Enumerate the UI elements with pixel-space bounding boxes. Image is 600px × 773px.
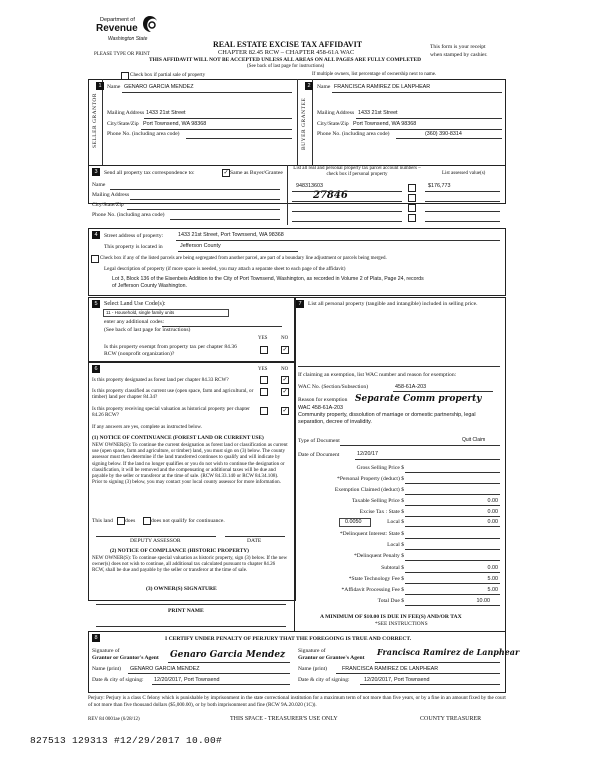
exemption-claimed-label: Exemption Claimed (deduct) $: [334, 487, 404, 493]
total-due-line: [405, 605, 500, 606]
does-not-checkbox[interactable]: [143, 517, 151, 525]
dor-logo: [96, 15, 160, 45]
section-number-4: 4: [92, 231, 100, 239]
notice-continuance-title: (1) NOTICE OF CONTINUANCE (FOREST LAND OR CURRENT USE): [92, 435, 264, 441]
buyer-city-field[interactable]: Port Townsend, WA 98368: [353, 121, 417, 127]
segregated-label: Check box if any of the listed parcels are being segregated from another parcel, are part of a boundary line adjustment or parcels being merged.: [100, 256, 387, 261]
additional-codes-label: enter any additional codes:: [104, 319, 165, 325]
section-number-1: 1: [96, 82, 104, 90]
subtotal-line: [405, 572, 500, 573]
doc-type-line: [340, 445, 500, 446]
gross-line: [405, 472, 500, 473]
personal-property-checkbox-1[interactable]: [408, 184, 416, 192]
wac-claim-label: If claiming an exemption, list WAC number and reason for exemption:: [298, 372, 457, 378]
send-correspondence-label: Send all property tax correspondence to:: [104, 170, 195, 176]
personal-property-deduct-label: *Personal Property (deduct) $: [337, 476, 404, 482]
reason-handwritten: Separate Comm property: [355, 394, 482, 404]
land-use-value: 11 - Household, single family units: [106, 310, 175, 315]
taxable-line: [405, 505, 500, 506]
seller-city-field[interactable]: Port Townsend, WA 98368: [143, 121, 207, 127]
affidavit-fee-line: [405, 594, 500, 595]
tech-fee-value[interactable]: 5.00: [487, 576, 498, 582]
doc-date-line: [355, 459, 500, 460]
grantee-date-field[interactable]: 12/20/2017, Port Townsend: [364, 677, 430, 683]
delinquent-interest-line: [405, 538, 500, 539]
county-field[interactable]: Jefferson County: [180, 243, 221, 249]
buyer-city-label: City/State/Zip: [317, 121, 349, 127]
excise-local-label: Local $: [387, 519, 404, 525]
parcel-line-2: [292, 201, 402, 202]
affidavit-fee-value[interactable]: 5.00: [487, 587, 498, 593]
land-use-select[interactable]: [103, 309, 229, 317]
total-due-label: Total Due $: [377, 598, 404, 604]
grantee-name-line: [336, 673, 500, 674]
seller-mail-field[interactable]: 1433 21st Street: [146, 110, 186, 116]
historical-question: Is this property receiving special valuation as historical property per chapter 84.26 RCW?: [92, 406, 250, 419]
wac-number-label: WAC No. (Section/Subsection): [298, 384, 369, 390]
grantor-name-line: [128, 673, 290, 674]
seller-name-field[interactable]: GENARO GARCIA MENDEZ: [124, 84, 194, 90]
grantee-date-label: Date & city of signing:: [298, 677, 350, 683]
excise-local-line: [405, 526, 500, 527]
deputy-date-line: [225, 536, 285, 537]
parcel-line-4: [292, 221, 402, 222]
buyer-name-label: Name: [317, 84, 331, 90]
notice-continuance-text: NEW OWNER(S): To continue the current designation as forest land or classification as current use (open space, farm and agriculture, or timber) land, you must sign on (3) below. The county assessor must then determine if the land transferred continues to qualify and will indicate by signing below. If the land no longer qualifies or you do not wish to continue the designation or classification, it will be removed and the compensating or additional taxes will be due and payable by the seller or transferor at the time of sale. (RCW 84.33.140 or RCW 84.34.108). Prior to signing (3) below, you may contact your local county assessor for more information.: [92, 442, 288, 486]
print-name-line: [96, 626, 286, 627]
section-number-6: 6: [92, 365, 100, 373]
grantee-name-field[interactable]: FRANCISCA RAMIREZ DE LANPHEAR: [342, 666, 439, 672]
deputy-assessor-line: [96, 536, 216, 537]
logo-dept: Department of: [100, 17, 135, 23]
s5-yes-header: YES: [258, 336, 268, 341]
section-number-8: 8: [92, 634, 100, 642]
receipt-note-2: when stamped by cashier.: [430, 52, 488, 58]
forest-no-checkbox[interactable]: ✓: [282, 377, 288, 383]
s3-mail-label: Mailing Address: [92, 192, 130, 198]
buyer-name-line: [332, 92, 502, 93]
personal-deduct-line: [405, 483, 500, 484]
recording-stamp: 827513 129313 #12/29/2017 10.00#: [30, 735, 223, 746]
grantor-signature[interactable]: Genaro Garcia Mendez: [170, 650, 286, 660]
reason-label: Reason for exemption: [298, 397, 348, 403]
parcel-handwritten: 27846: [313, 190, 348, 201]
seller-name-line: [122, 92, 292, 93]
land-use-label: Select Land Use Code(s):: [104, 301, 166, 307]
street-address-label: Street address of property:: [104, 233, 164, 239]
buyer-name-field[interactable]: FRANCISCA RAMIREZ DE LANPHEAR: [334, 84, 431, 90]
excise-local-value[interactable]: 0.00: [487, 519, 498, 525]
buyer-mail-label: Mailing Address: [317, 110, 355, 116]
delinquent-local-label: Local $: [387, 542, 404, 548]
does-checkbox[interactable]: [117, 517, 125, 525]
historical-yes-checkbox[interactable]: [260, 407, 268, 415]
logo-revenue: Revenue: [96, 23, 138, 34]
if-yes-note: If any answers are yes, complete as instructed below.: [92, 424, 203, 430]
seller-label-column: [102, 79, 103, 165]
value-line-4: [425, 221, 500, 222]
tech-fee-line: [405, 583, 500, 584]
doc-type-label: Type of Document: [298, 438, 340, 444]
street-address-field[interactable]: 1433 21st Street, Port Townsend, WA 98368: [178, 232, 284, 238]
wac-number-field[interactable]: 458-61A-203: [395, 384, 427, 390]
current-use-no-checkbox[interactable]: ✓: [282, 389, 288, 395]
type-or-print: PLEASE TYPE OR PRINT: [94, 52, 150, 57]
segregated-checkbox[interactable]: [91, 255, 99, 263]
personal-property-checkbox-2[interactable]: [408, 194, 416, 202]
excise-state-value[interactable]: 0.00: [487, 509, 498, 515]
grantor-signature-line: [168, 662, 290, 663]
grantee-date-line: [360, 684, 500, 685]
minimum-due-note: A MINIMUM OF $10.00 IS DUE IN FEE(S) AND/OR TAX: [320, 614, 462, 620]
same-as-buyer-label: Same as Buyer/Grantee: [230, 170, 283, 176]
county-line: [178, 251, 298, 252]
value-line-3: [425, 211, 500, 212]
grantee-agent-label: Grantor or Grantee's Agent: [298, 655, 365, 661]
historical-no-checkbox[interactable]: ✓: [282, 408, 288, 414]
s6-yes-header: YES: [258, 367, 268, 372]
treasurer-use-only: THIS SPACE - TREASURER'S USE ONLY: [230, 716, 338, 722]
reason-line-1[interactable]: WAC 458-61A-203: [298, 405, 344, 411]
value-line-1: [425, 191, 500, 192]
s3-city-line: [127, 209, 280, 210]
exempt-no-checkbox[interactable]: ✓: [282, 347, 288, 353]
taxable-selling-label: Taxable Selling Price $: [352, 498, 404, 504]
delinquent-penalty-label: *Delinquent Penalty $: [353, 553, 404, 559]
parcel-number-field[interactable]: 948313603: [296, 183, 323, 189]
section-number-2: 2: [305, 82, 313, 90]
buyer-phone-line: [396, 138, 502, 139]
legal-description-line-2[interactable]: of Jefferson County Washington.: [112, 283, 187, 289]
forest-land-question: Is this property designated as forest land per chapter 84.33 RCW?: [92, 377, 229, 383]
form-chapter: CHAPTER 82.45 RCW – CHAPTER 458-61A WAC: [218, 49, 355, 56]
excise-state-line: [405, 516, 500, 517]
partial-sale-label: Check box if partial sale of property: [130, 72, 206, 78]
grantor-date-line: [152, 684, 290, 685]
current-use-yes-checkbox[interactable]: [260, 388, 268, 396]
personal-property-checkbox-3[interactable]: [408, 204, 416, 212]
s3-phone-label: Phone No. (including area code): [92, 212, 165, 218]
certify-statement: I CERTIFY UNDER PENALTY OF PERJURY THAT THE FOREGOING IS TRUE AND CORRECT.: [165, 636, 412, 642]
parcel-header: List all real and personal property tax parcel account numbers – check box if personal property: [293, 166, 421, 177]
subtotal-label: Subtotal $: [381, 565, 404, 571]
print-name-label: PRINT NAME: [168, 608, 204, 614]
parcel-line-3: [292, 211, 402, 212]
notice-compliance-text: NEW OWNER(S): To continue special valuation as historic property, sign (3) below. If the new owner(s) does not wish to continue, all additional tax calculated pursuant to chapter 84.26 RCW, shall be due and payable by the seller or transferor at the time of sale.: [92, 555, 288, 574]
grantee-sig-label-1: Signature of: [298, 648, 326, 654]
current-use-question: Is this property classified as current use (open space, farm and agricultural, or timber) land per chapter 84.34?: [92, 388, 254, 401]
does-not-label: does not qualify for continuance.: [151, 518, 225, 524]
personal-property-label: List all personal property (tangible and intangible) included in selling price.: [308, 301, 478, 307]
s3-phone-line: [170, 219, 280, 220]
assessed-value-header: List assessed value(s): [442, 171, 486, 176]
delinquent-local-line: [405, 549, 500, 550]
reason-line-2[interactable]: Community property, dissolution of marriage or domestic partnership, legal: [298, 412, 476, 418]
grantor-sig-label-1: Signature of: [92, 648, 120, 654]
grantor-name-label: Name (print): [92, 666, 122, 672]
see-back: (See back of last page for instructions): [247, 64, 325, 69]
logo-state: Washington State: [108, 36, 148, 42]
rev-number: REV 84 0001ae (6/28/12): [88, 717, 140, 722]
seller-phone-line: [186, 138, 292, 139]
s3-name-label: Name: [92, 182, 106, 188]
grantee-name-label: Name (print): [298, 666, 328, 672]
tech-fee-label: *State Technology Fee $: [348, 576, 404, 582]
this-land-label: This land: [92, 518, 113, 524]
form-title: REAL ESTATE EXCISE TAX AFFIDAVIT: [213, 40, 363, 49]
legal-description-label: Legal description of property (if more space is needed, you may attach a separate sheet to each page of the affidavit): [104, 266, 346, 272]
exempt-yes-checkbox[interactable]: [260, 346, 268, 354]
county-treasurer-label: COUNTY TREASURER: [420, 716, 482, 722]
seller-city-line: [141, 129, 292, 130]
doc-date-field[interactable]: 12/20/17: [357, 451, 378, 457]
grantor-agent-label: Grantor or Grantor's Agent: [92, 655, 159, 661]
seller-vertical-label: SELLER GRANTOR: [92, 92, 98, 148]
grantee-signature-line: [375, 662, 500, 663]
dor-logo-icon: [142, 15, 158, 33]
s5-no-header: NO: [281, 336, 289, 341]
s3-city-label: City/State/Zip: [92, 202, 124, 208]
buyer-phone-label: Phone No. (including area code): [317, 131, 390, 137]
grantor-name-field[interactable]: GENARO GARCIA MENDEZ: [130, 666, 200, 672]
buyer-mail-field[interactable]: 1433 21st Street: [358, 110, 398, 116]
owner-signature-line: [96, 604, 286, 605]
seller-mail-label: Mailing Address: [107, 110, 145, 116]
seller-mail-line: [144, 118, 292, 119]
delinquent-interest-label: *Delinquent Interest: State $: [339, 531, 404, 537]
assessed-value-field[interactable]: $176,773: [428, 183, 451, 189]
doc-type-field[interactable]: Quit Claim: [462, 437, 486, 443]
s3-mail-line: [130, 199, 280, 200]
multiple-owners-note: If multiple owners, list percentage of ownership next to name.: [312, 72, 437, 77]
taxable-selling-value[interactable]: 0.00: [487, 498, 498, 504]
local-rate-value: 0.0050: [345, 519, 362, 525]
wac-number-line: [393, 391, 493, 392]
seller-name-label: Name: [107, 84, 121, 90]
s3-name-line: [110, 189, 280, 190]
form-warning: THIS AFFIDAVIT WILL NOT BE ACCEPTED UNLESS ALL AREAS ON ALL PAGES ARE FULLY COMPLETED: [149, 57, 422, 63]
deputy-assessor-label: DEPUTY ASSESSOR: [130, 538, 181, 544]
same-as-buyer-checkbox[interactable]: ✓: [223, 170, 229, 176]
parcel-line-1: [292, 191, 402, 192]
grantor-date-label: Date & city of signing:: [92, 677, 144, 683]
buyer-mail-line: [356, 118, 502, 119]
gross-selling-label: Gross Selling Price $: [356, 465, 404, 471]
value-line-2: [425, 201, 500, 202]
buyer-label-column: [312, 79, 313, 165]
doc-date-label: Date of Document: [298, 452, 340, 458]
affidavit-fee-label: *Affidavit Processing Fee $: [341, 587, 404, 593]
subtotal-value[interactable]: 0.00: [487, 565, 498, 571]
notice-compliance-title: (2) NOTICE OF COMPLIANCE (HISTORIC PROPERTY): [110, 548, 249, 554]
personal-property-checkbox-4[interactable]: [408, 214, 416, 222]
buyer-phone-field[interactable]: (360) 390-8314: [425, 131, 462, 137]
owner-signature-label: (3) OWNER(S) SIGNATURE: [146, 586, 217, 592]
total-due-value[interactable]: 10.00: [476, 598, 490, 604]
s6-no-header: NO: [281, 367, 289, 372]
reason-line-3[interactable]: separation, decree of invalidity.: [298, 419, 372, 425]
deputy-date-label: DATE: [247, 538, 262, 544]
located-in-label: This property is located in: [104, 244, 163, 250]
local-rate-box[interactable]: [339, 518, 371, 527]
section-number-3: 3: [92, 168, 100, 176]
buyer-vertical-label: BUYER GRANTEE: [301, 97, 307, 150]
street-address-line: [176, 240, 500, 241]
grantee-signature[interactable]: Francisca Ramirez de Lanphear: [377, 647, 520, 657]
section-number-5: 5: [92, 300, 100, 308]
excise-state-label: Excise Tax : State $: [359, 509, 404, 515]
delinquent-penalty-line: [405, 560, 500, 561]
section-number-7: 7: [296, 300, 304, 308]
does-label: does: [125, 518, 136, 524]
grantor-date-field[interactable]: 12/20/2017, Port Townsend: [154, 677, 220, 683]
legal-description-line-1[interactable]: Lot 3, Block 136 of the Eisenbeis Addition to the City of Port Townsend, Washington, as recorded in Volume 2 of Plats, Page 24, records: [112, 276, 424, 282]
exempt-question: Is this property exempt from property tax per chapter 84.36 RCW (nonprofit organization)?: [104, 344, 237, 357]
seller-city-label: City/State/Zip: [107, 121, 139, 127]
buyer-city-line: [351, 129, 502, 130]
forest-yes-checkbox[interactable]: [260, 376, 268, 384]
see-instructions-note: *SEE INSTRUCTIONS: [375, 621, 428, 627]
perjury-notice: Perjury: Perjury is a class C felony which is punishable by imprisonment in the state correctional institution for a maximum term of not more than five years, or by a fine in an amount fixed by the court of not more than five thousand dollars ($5,000.00), or by both imprisonment and fine (RCW 9A.20.020 (1C)).: [88, 695, 506, 709]
s7-divider: [298, 366, 500, 367]
receipt-note-1: This form is your receipt: [430, 44, 486, 50]
s5-see-back: (See back of last page for instructions): [104, 327, 191, 333]
seller-phone-label: Phone No. (including area code): [107, 131, 180, 137]
divider-seller-buyer: [297, 79, 298, 165]
parcel-left-border: [287, 165, 288, 225]
exemption-line: [405, 494, 500, 495]
